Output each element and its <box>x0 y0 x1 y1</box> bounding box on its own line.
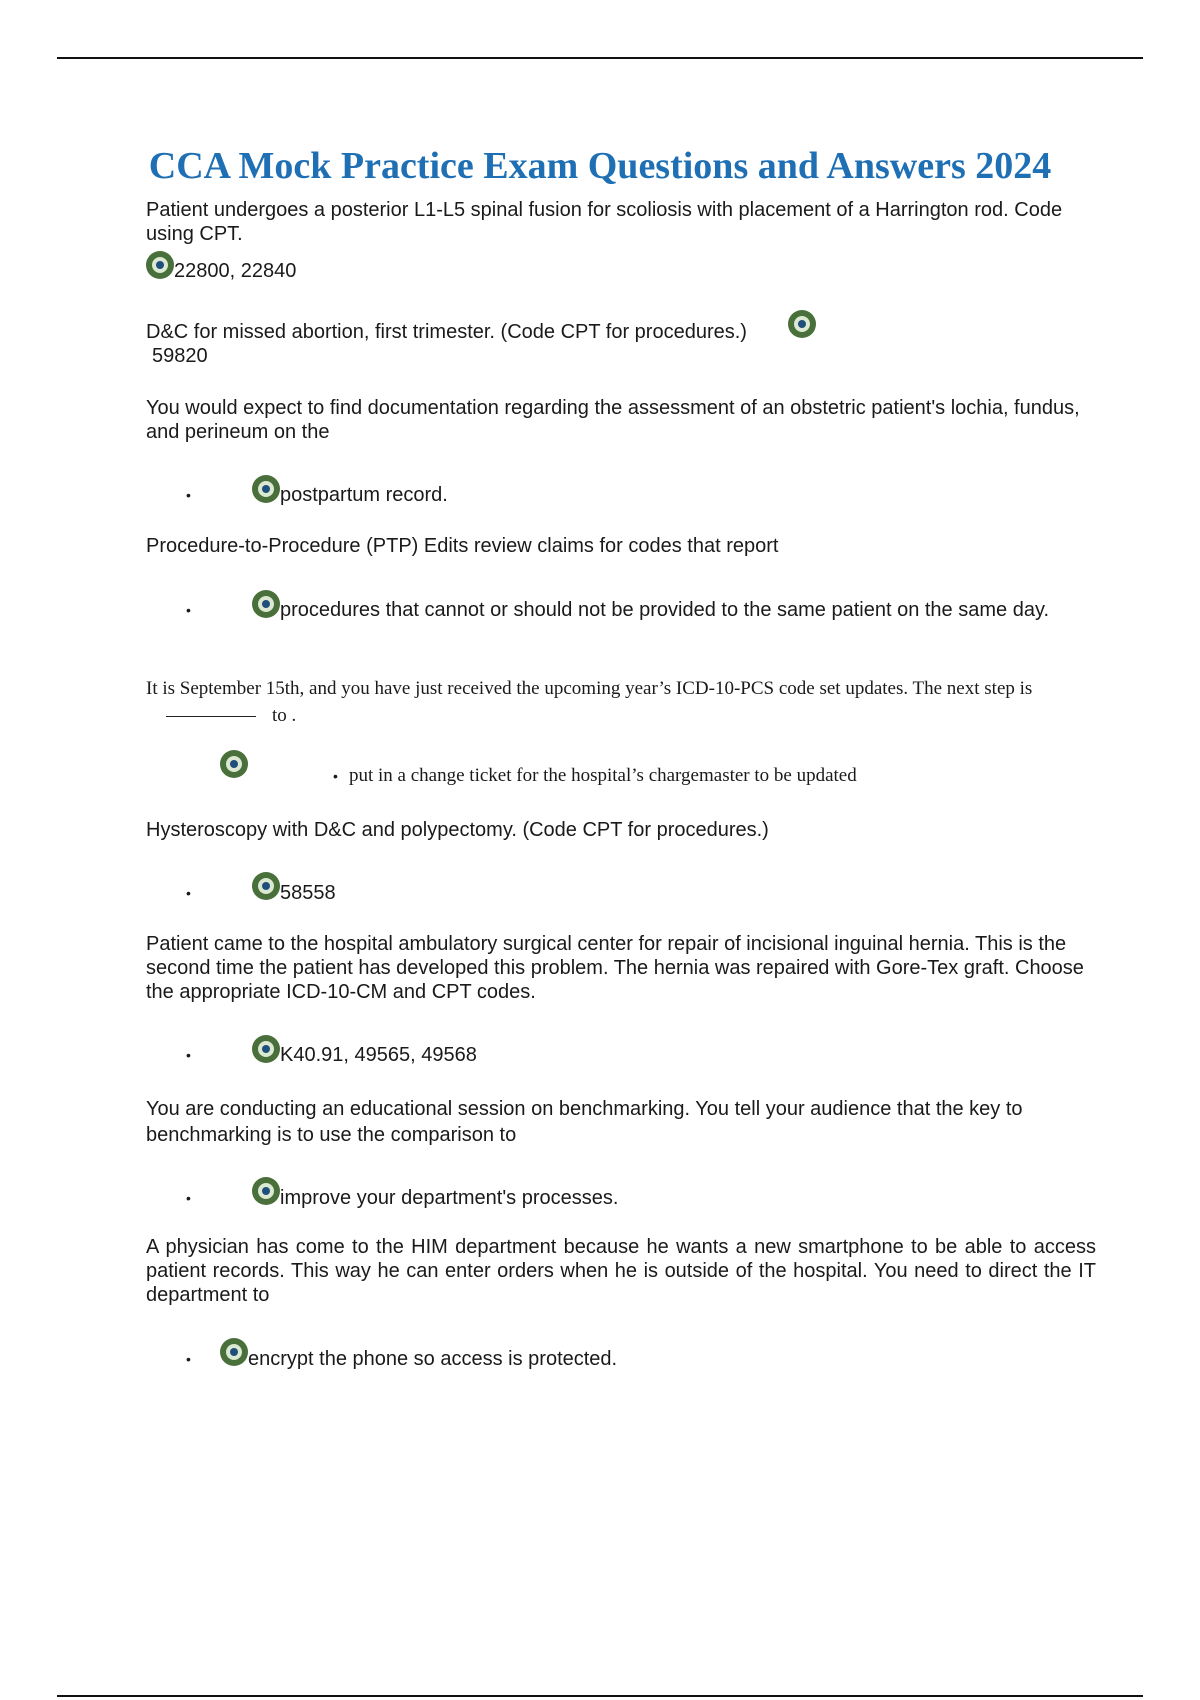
eye-check-icon <box>788 310 816 338</box>
eye-check-icon <box>146 251 174 279</box>
answer-text: 59820 <box>152 345 208 367</box>
answer-text: postpartum record. <box>280 484 448 506</box>
question-text-part2: to . <box>272 705 297 726</box>
question-text: Procedure-to-Procedure (PTP) Edits review claims for codes that report <box>146 535 779 557</box>
bullet: • <box>333 768 338 784</box>
answer-text: 22800, 22840 <box>174 260 297 282</box>
question-text <box>146 675 1096 729</box>
bullet: • <box>186 1047 191 1063</box>
question-text: Patient came to the hospital ambulatory surgical center for repair of incisional inguinal hernia. This is the second time the patient has developed this problem. The hernia was repaired with Gore-Tex graft. Choose the appropriate ICD-10-CM and CPT codes. <box>146 933 1084 1003</box>
fill-in-blank <box>166 716 256 717</box>
question-text: You are conducting an educational session on benchmarking. You tell your audience that the key to benchmarking is to use the comparison to <box>146 1098 1023 1146</box>
bullet: • <box>186 487 191 503</box>
answer-text: encrypt the phone so access is protected. <box>248 1348 618 1370</box>
question-text: D&C for missed abortion, first trimester. (Code CPT for procedures.) <box>146 321 747 343</box>
bullet: • <box>186 1190 191 1206</box>
eye-check-icon <box>252 475 280 503</box>
question-text: A physician has come to the HIM department because he wants a new smartphone to be able to access patient records. This way he can enter orders when he is outside of the hospital. You need to direct the IT department to <box>146 1236 1096 1306</box>
question-text: You would expect to find documentation regarding the assessment of an obstetric patient's lochia, fundus, and perineum on the <box>146 397 1080 443</box>
bullet: • <box>186 1351 191 1367</box>
bullet: • <box>186 885 191 901</box>
answer-text: improve your department's processes. <box>280 1187 619 1209</box>
header-rule <box>57 57 1143 59</box>
answer-text: procedures that cannot or should not be provided to the same patient on the same day. <box>280 599 1050 621</box>
footer-rule <box>57 1695 1143 1697</box>
answer-text: put in a change ticket for the hospital’s chargemaster to be updated <box>349 765 857 786</box>
question-text: Hysteroscopy with D&C and polypectomy. (Code CPT for procedures.) <box>146 819 769 841</box>
answer-text: K40.91, 49565, 49568 <box>280 1044 477 1066</box>
answer-text: 58558 <box>280 882 336 904</box>
question-text-part1: It is September 15th, and you have just received the upcoming year’s ICD-10-PCS code set updates. The next step is <box>146 678 1033 699</box>
eye-check-icon <box>252 1177 280 1205</box>
eye-check-icon <box>252 872 280 900</box>
eye-check-icon <box>220 1338 248 1366</box>
eye-check-icon <box>252 1035 280 1063</box>
eye-check-icon <box>220 750 248 778</box>
bullet: • <box>186 602 191 618</box>
question-text: Patient undergoes a posterior L1-L5 spinal fusion for scoliosis with placement of a Harrington rod. Code using CPT. <box>146 199 1063 245</box>
page-title: CCA Mock Practice Exam Questions and Answers 2024 <box>148 145 1052 187</box>
